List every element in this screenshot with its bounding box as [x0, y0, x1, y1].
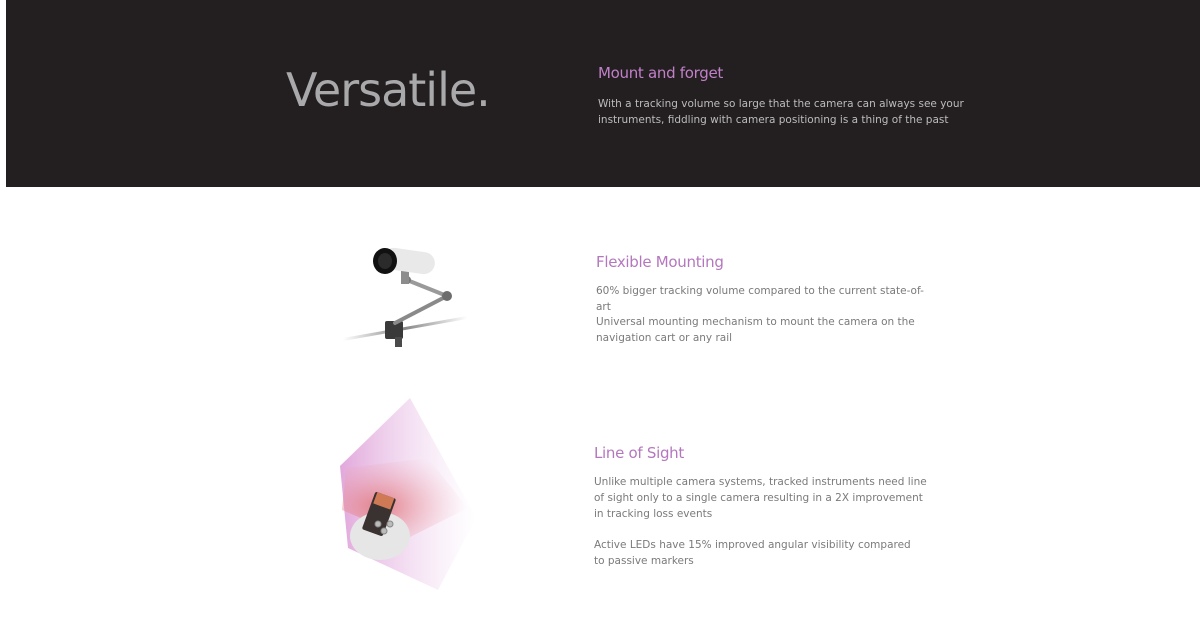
hero-title: Versatile.	[286, 63, 490, 117]
hero-heading: Mount and forget	[598, 64, 723, 82]
feature-text: Unlike multiple camera systems, tracked instruments need line of sight only to a single camera resulting in a 2X improvement in tracking loss events	[594, 476, 927, 520]
feature-heading-line-of-sight: Line of Sight	[594, 444, 684, 462]
hero-description: With a tracking volume so large that the camera can always see your instruments, fiddling with camera positioning is a thing of the past	[598, 98, 964, 126]
feature-text: Active LEDs have 15% improved angular visibility compared to passive markers	[594, 539, 911, 567]
camera-mount-icon	[335, 238, 475, 363]
line-of-sight-icon	[338, 398, 478, 590]
feature-text: Universal mounting mechanism to mount the camera on the navigation cart or any rail	[596, 316, 915, 344]
hero-banner	[6, 0, 1200, 187]
feature-text: 60% bigger tracking volume compared to the current state-of-art	[596, 285, 924, 313]
feature-heading-flexible-mounting: Flexible Mounting	[596, 253, 724, 271]
